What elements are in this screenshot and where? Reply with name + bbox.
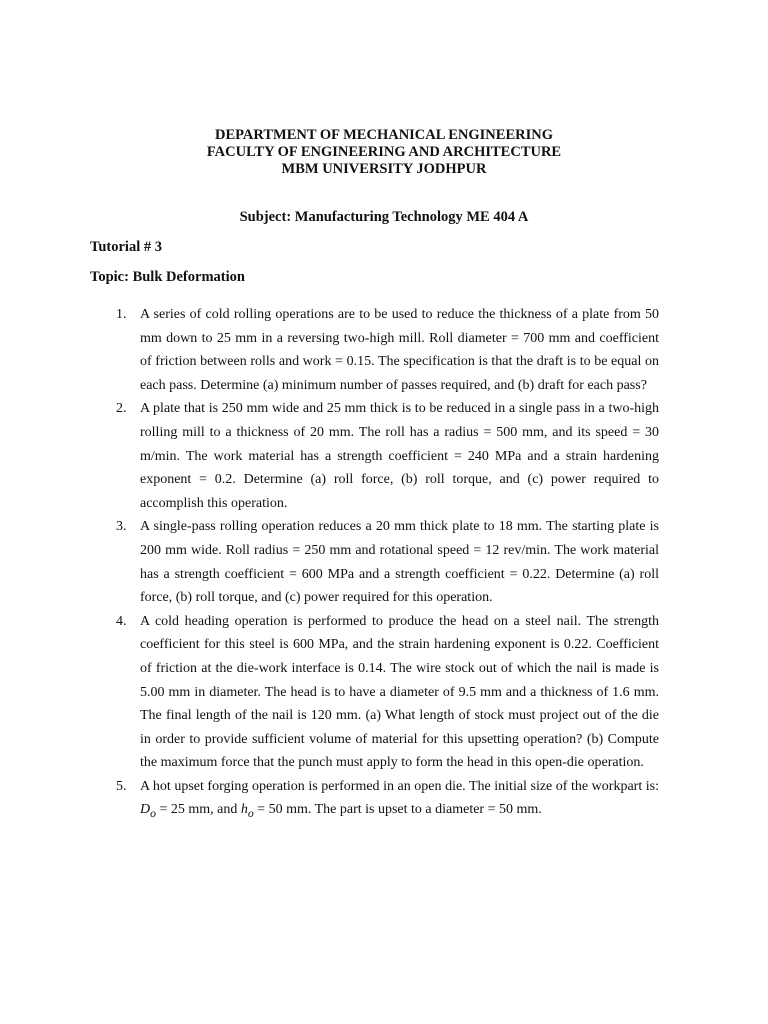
document-header (0, 127, 768, 178)
question-text (140, 775, 659, 826)
diameter-subscript: o (150, 807, 156, 821)
tutorial-number: Tutorial # 3 (90, 239, 162, 255)
question-number: 2. (116, 401, 127, 417)
faculty-title: FACULTY OF ENGINEERING AND ARCHITECTURE (206, 144, 562, 160)
question-item (0, 515, 768, 609)
question-number: 3. (116, 519, 127, 535)
question-item (0, 775, 768, 826)
department-title: DEPARTMENT OF MECHANICAL ENGINEERING (215, 127, 553, 143)
question-number: 1. (116, 307, 127, 322)
question-number: 5. (116, 778, 127, 794)
question-text: A cold heading operation is performed to produce the head on a steel nail. The strength coefficient for this steel is 600 MPa, and the strain hardening exponent is 0.22. Coefficient of friction at the die-work interface is 0.14. The wire stock out of which the nail is made is 5.00 mm in diameter. The head is to have a diameter of 9.5 mm and a thickness of 1.6 mm. The final length of the nail is 120 mm. (a) What length of stock must project out of the die in order to provide sufficient volume of material for this upsetting operation? (b) Compute the maximum force that the punch must apply to form the head in this open-die operation. (140, 613, 659, 771)
question-text: A series of cold rolling operations are to be used to reduce the thickness of a plate from 50 mm down to 25 mm in a reversing two-high mill. Roll diameter = 700 mm and coefficient of friction between rolls and work = 0.15. The specification is that the draft is to be equal on each pass. Determine (a) minimum number of passes required, and (b) draft for each pass? (140, 307, 659, 393)
question-item (0, 610, 768, 775)
subject-line: Subject: Manufacturing Technology ME 404 A (239, 209, 529, 225)
height-subscript: o (247, 807, 254, 821)
question-number: 4. (116, 613, 127, 629)
question-text-part: A hot upset forging operation is performed in an open die. The initial size of the workpart is: (140, 778, 659, 794)
height-variable: h (240, 802, 248, 818)
question-text-part: = 50 mm. The part is upset to a diameter = 50 mm. (253, 802, 542, 818)
question-item (0, 303, 768, 397)
question-text-part: = 25 mm, and (155, 802, 241, 818)
question-text: A plate that is 250 mm wide and 25 mm thick is to be reduced in a single pass in a two-high rolling mill to a thickness of 20 mm. The roll has a radius = 500 mm, and its speed = 30 m/min. The work material has a strength coefficient = 240 MPa and a strain hardening exponent = 0.2. Determine (a) roll force, (b) roll torque, and (c) power required to accomplish this operation. (140, 401, 659, 511)
university-title: MBM UNIVERSITY JODHPUR (281, 161, 487, 177)
question-list (0, 303, 768, 826)
question-text: A single-pass rolling operation reduces a 20 mm thick plate to 18 mm. The starting plate is 200 mm wide. Roll radius = 250 mm and rotational speed = 12 rev/min. The work material has a strength coefficient = 600 MPa and a strength coefficient = 0.22. Determine (a) roll force, (b) roll torque, and (c) power required for this operation. (140, 519, 659, 606)
question-item (0, 397, 768, 515)
topic-line: Topic: Bulk Deformation (90, 269, 245, 285)
diameter-variable: D (140, 802, 151, 818)
